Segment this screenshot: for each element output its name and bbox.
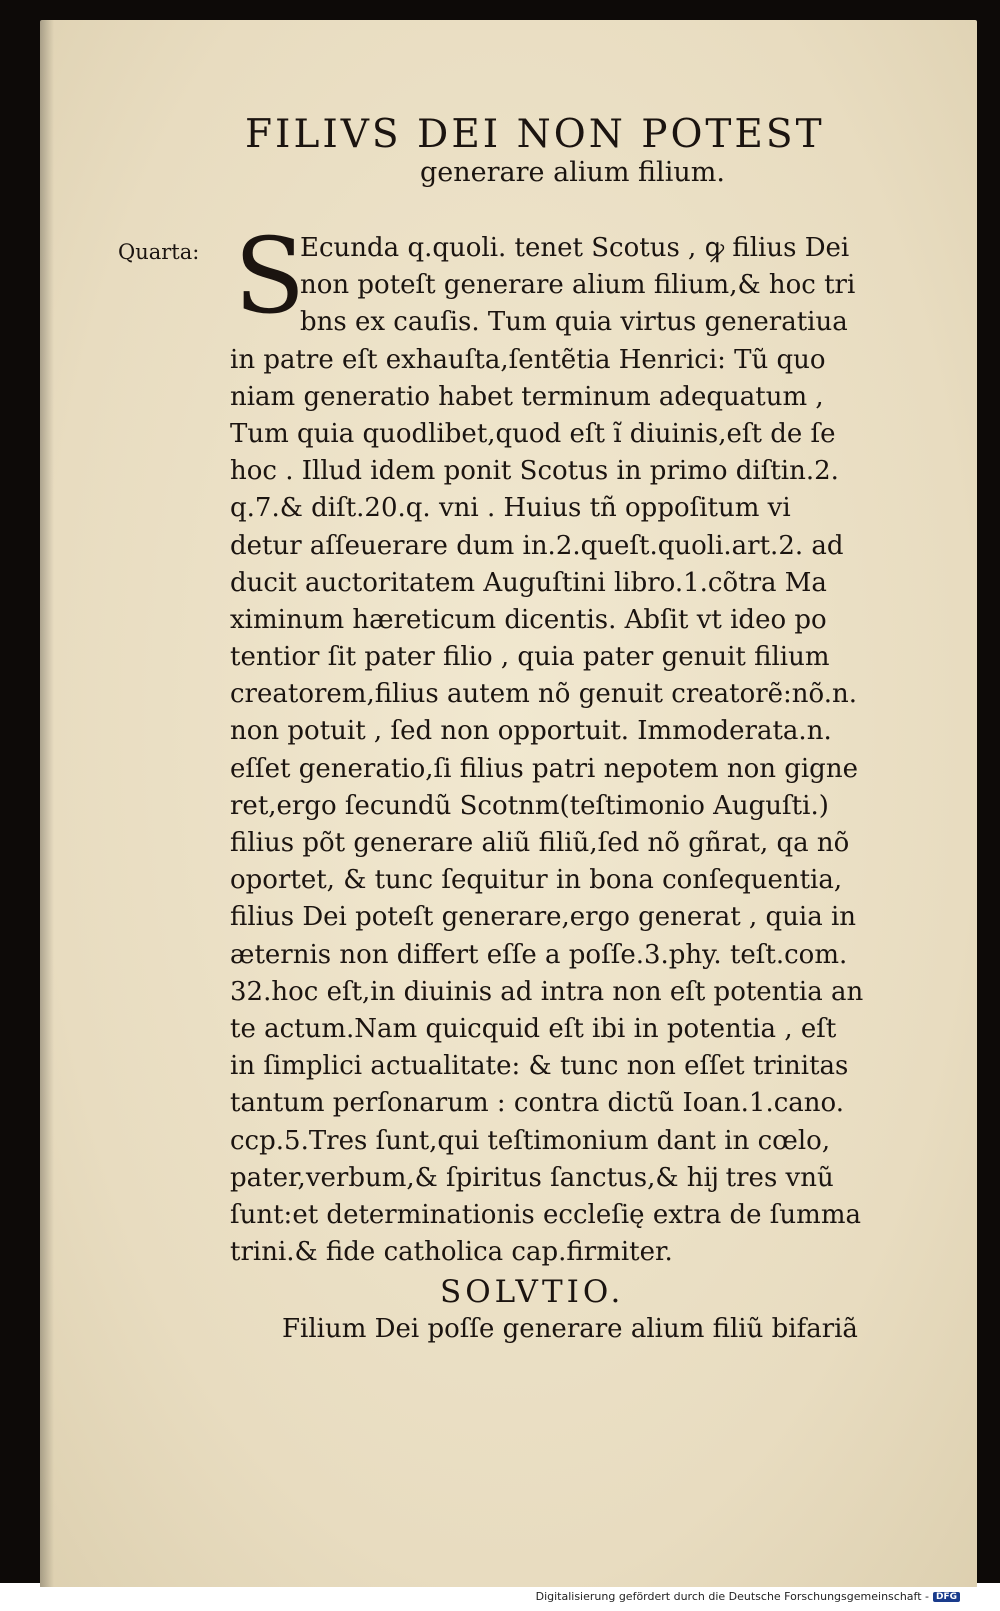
text-line: creatorem,filius autem nõ genuit creatorẽ:nõ.n.: [230, 679, 858, 710]
dfg-logo-icon[interactable]: DFG: [933, 1592, 960, 1602]
section-heading: SOLVTIO.: [440, 1274, 625, 1310]
text-line: æternis non differt eſſe a poſſe.3.phy. teſt.com.: [230, 939, 848, 970]
text-line: tentior ſit pater filio , quia pater genuit filium: [230, 642, 830, 673]
text-line: in ſimplici actualitate: & tunc non eſſet trinitas: [230, 1051, 849, 1082]
text-line: ximinum hæreticum dicentis. Abſit vt ideo po: [230, 604, 827, 635]
text-line: hoc . Illud idem ponit Scotus in primo diſtin.2.: [230, 456, 839, 487]
text-line: Ecunda q.quoli. tenet Scotus , ꝙ filius Dei: [300, 233, 850, 263]
text-line: q.7.& diſt.20.q. vni . Huius tñ oppoſitum vi: [230, 493, 791, 524]
text-line: non poteſt generare alium filium,& hoc tri: [300, 270, 856, 301]
text-line: 32.hoc eſt,in diuinis ad intra non eſt potentia an: [230, 976, 864, 1007]
text-line: ccp.5.Tres ſunt,qui teſtimonium dant in cœlo,: [230, 1125, 831, 1156]
text-line: oportet, & tunc ſequitur in bona conſequentia,: [230, 865, 843, 896]
text-line: tantum perſonarum : contra dictũ Ioan.1.cano.: [230, 1088, 844, 1119]
body-text: [230, 230, 920, 1271]
text-line: ducit auctoritatem Auguſtini libro.1.cõtra Ma: [230, 567, 827, 598]
text-line: eſſet generatio,ſi filius patri nepotem non gigne: [230, 753, 858, 784]
text-line: ret,ergo ſecundũ Scotnm(teſtimonio Auguſti.): [230, 790, 829, 821]
text-line: filius põt generare aliũ filiũ,ſed nõ gñrat, qa nõ: [230, 828, 850, 858]
drop-cap: S: [234, 215, 306, 337]
text-line: non potuit , ſed non opportuit. Immoderata.n.: [230, 716, 832, 747]
text-line: pater,verbum,& ſpiritus ſanctus,& hĳ tres vnũ: [230, 1162, 834, 1193]
page-title: FILIVS DEI NON POTEST: [245, 112, 825, 157]
gutter-shadow: [40, 20, 54, 1588]
margin-note: Quarta:: [118, 240, 200, 264]
text-line: filius Dei poteſt generare,ergo generat , quia in: [230, 902, 857, 933]
footer: [536, 1590, 960, 1603]
text-line: trini.& fide catholica cap.firmiter.: [230, 1237, 673, 1268]
closing-line: Filium Dei poſſe generare alium filiũ bifariã: [282, 1314, 858, 1344]
footer-text: Digitalisierung gefördert durch die Deutsche Forschungsgemeinschaft -: [535, 1590, 929, 1603]
text-line: bns ex cauſis. Tum quia virtus generatiua: [300, 307, 848, 338]
page-subtitle: generare alium filium.: [420, 157, 725, 188]
text-line: niam generatio habet terminum adequatum ,: [230, 381, 824, 412]
text-line: detur aſſeuerare dum in.2.queſt.quoli.art.2. ad: [230, 530, 844, 561]
text-line: Tum quia quodlibet,quod eſt ĩ diuinis,eſt de ſe: [230, 418, 836, 449]
text-line: in patre eſt exhauſta,ſentẽtia Henrici: Tũ quo: [230, 344, 826, 375]
text-line: te actum.Nam quicquid eſt ibi in potentia , eſt: [230, 1013, 837, 1044]
text-line: ſunt:et determinationis eccleſię extra de ſumma: [230, 1199, 861, 1230]
